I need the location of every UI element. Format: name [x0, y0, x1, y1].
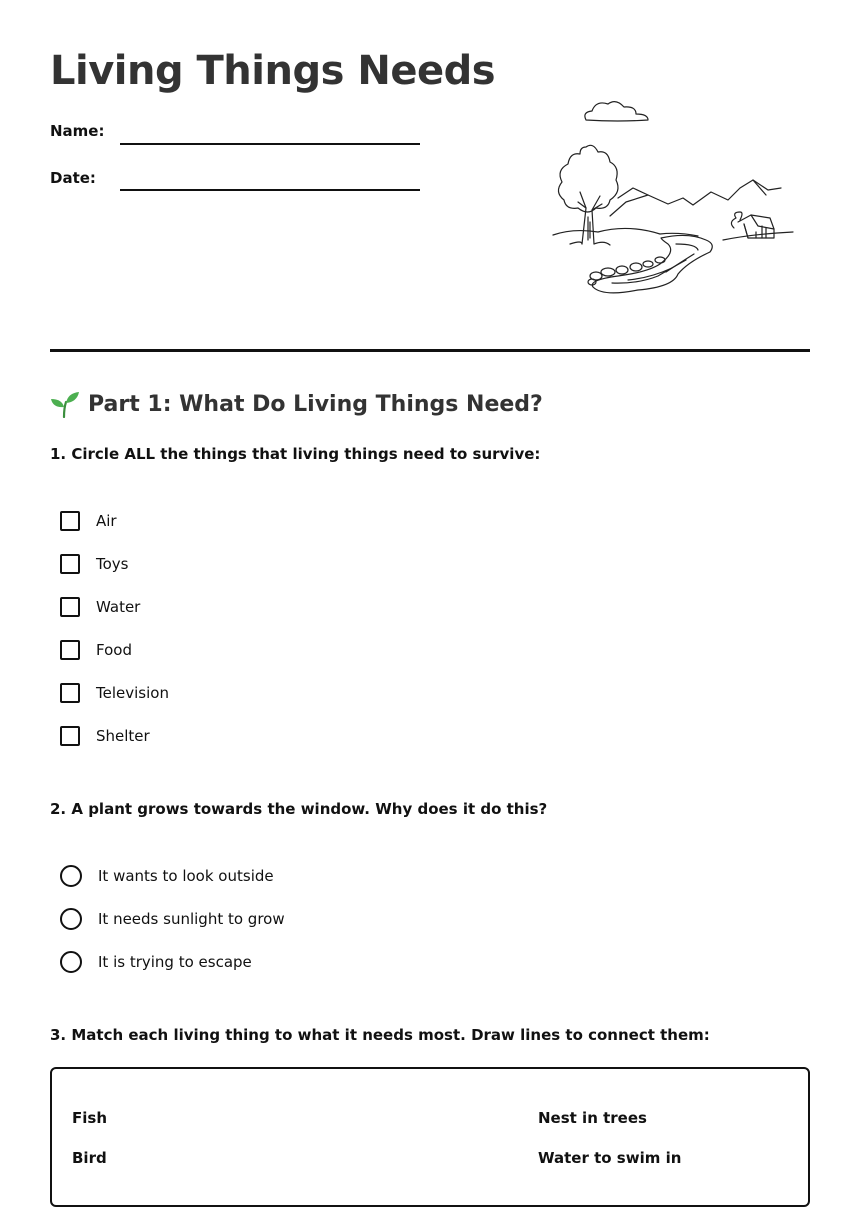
q2-option-label: It wants to look outside [98, 867, 274, 885]
sprout-icon [50, 390, 80, 418]
q1-option-food[interactable] [60, 640, 132, 660]
name-label: Name: [50, 122, 105, 140]
match-right-water[interactable]: Water to swim in [538, 1149, 682, 1167]
cloud-icon [585, 102, 648, 121]
worksheet-title: Living Things Needs [50, 48, 496, 94]
matching-box [50, 1067, 810, 1207]
q1-checkbox[interactable] [60, 726, 80, 746]
q1-option-label: Shelter [96, 727, 150, 745]
section-divider [50, 349, 810, 352]
q1-option-air[interactable] [60, 511, 117, 531]
q1-checkbox[interactable] [60, 597, 80, 617]
q2-option-escape[interactable] [60, 951, 252, 973]
date-label: Date: [50, 169, 96, 187]
stones [588, 257, 665, 285]
q1-option-television[interactable] [60, 683, 169, 703]
name-field-line[interactable] [120, 143, 420, 145]
q1-checkbox[interactable] [60, 554, 80, 574]
q1-option-shelter[interactable] [60, 726, 150, 746]
q1-option-label: Water [96, 598, 141, 616]
match-left-bird[interactable]: Bird [72, 1149, 107, 1167]
match-left-fish[interactable]: Fish [72, 1109, 107, 1127]
q1-option-label: Television [96, 684, 169, 702]
landscape-illustration [548, 92, 800, 308]
question-2-prompt: 2. A plant grows towards the window. Why does it do this? [50, 800, 548, 818]
q1-option-label: Food [96, 641, 132, 659]
q1-checkbox[interactable] [60, 640, 80, 660]
date-field-line[interactable] [120, 189, 420, 191]
question-3-prompt: 3. Match each living thing to what it needs most. Draw lines to connect them: [50, 1026, 710, 1044]
q1-option-water[interactable] [60, 597, 140, 617]
q2-option-sunlight[interactable] [60, 908, 285, 930]
q2-option-label: It needs sunlight to grow [98, 910, 285, 928]
q1-checkbox[interactable] [60, 683, 80, 703]
q2-radio[interactable] [60, 865, 82, 887]
river [592, 235, 712, 292]
question-1-prompt: 1. Circle ALL the things that living things need to survive: [50, 445, 541, 463]
q1-option-toys[interactable] [60, 554, 128, 574]
q1-checkbox[interactable] [60, 511, 80, 531]
q1-option-label: Air [96, 512, 117, 530]
part1-heading [50, 390, 543, 418]
q1-option-label: Toys [96, 555, 129, 573]
mountains [610, 180, 781, 216]
q2-radio[interactable] [60, 908, 82, 930]
match-right-nest[interactable]: Nest in trees [538, 1109, 647, 1127]
q2-option-label: It is trying to escape [98, 953, 252, 971]
part1-heading-text: Part 1: What Do Living Things Need? [88, 391, 543, 417]
q2-option-look-outside[interactable] [60, 865, 274, 887]
q2-radio[interactable] [60, 951, 82, 973]
